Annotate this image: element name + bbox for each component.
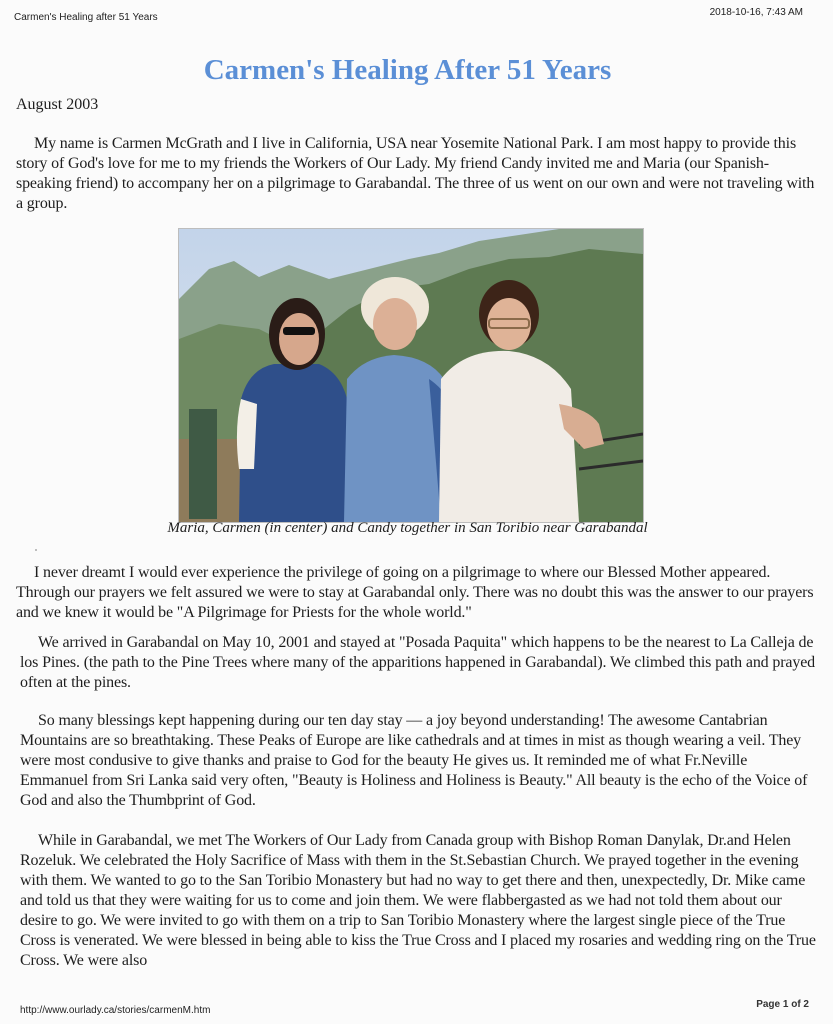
- paragraph-arrival: We arrived in Garabandal on May 10, 2001 and stayed at "Posada Paquita" which happens to be the nearest to La Calleja de los Pines. (the path to the Pine Trees where many of the apparitions happened in Garabandal). We climbed this path and prayed often at the pines.: [20, 634, 816, 691]
- paragraph-san-toribio: While in Garabandal, we met The Workers of Our Lady from Canada group with Bishop Roman Danylak, Dr.and Helen Rozeluk. We celebrated the Holy Sacrifice of Mass with them in the St.Sebastian Church. We prayed together in the evening with them. We wanted to go to the San Toribio Monastery but had no way to get there and then, unexpectedly, Dr. Mike came and told us that they were waiting for us to come and join them. We were flabbergasted as we had not told them about our desire to go. We were invited to go with them on a trip to San Toribio Monastery where the largest single piece of the True Cross is venerated. We were blessed in being able to kiss the True Cross and I placed my rosaries and wedding ring on the True Cross. We were also: [20, 832, 816, 969]
- article-date: August 2003: [16, 96, 99, 113]
- print-footer-page-number: Page 1 of 2: [756, 999, 809, 1010]
- paragraph-pilgrimage: I never dreamt I would ever experience the privilege of going on a pilgrimage to where our Blessed Mother appeared. Through our prayers we felt assured we were to stay at Garabandal only. There was no doubt this was the answer to our prayers and we knew it would be "A Pilgrimage for Priests for the whole world.": [16, 564, 814, 621]
- page-title: Carmen's Healing After 51 Years: [203, 54, 612, 86]
- print-header-timestamp: 2018-10-16, 7:43 AM: [709, 7, 803, 18]
- pilgrims-photo: [178, 228, 644, 523]
- print-header-title: Carmen's Healing after 51 Years: [14, 12, 158, 23]
- scan-speck: [35, 549, 37, 551]
- railing-post: [189, 409, 217, 519]
- print-footer-url: http://www.ourlady.ca/stories/carmenM.htm: [20, 1005, 211, 1016]
- photo-illustration: [179, 229, 643, 522]
- paragraph-intro: My name is Carmen McGrath and I live in California, USA near Yosemite National Park. I am most happy to provide this story of God's love for me to my friends the Workers of Our Lady. My friend Candy invited me and Maria (our Spanish-speaking friend) to accompany her on a pilgrimage to Garabandal. The three of us went on our own and were not traveling with a group.: [16, 135, 815, 212]
- paragraph-blessings: So many blessings kept happening during our ten day stay — a joy beyond understanding! The awesome Cantabrian Mountains are so breathtaking. These Peaks of Europe are like cathedrals and at times in mist as though wearing a veil. They were most condusive to give thanks and praise to God for the beauty He gives us. It reminded me of what Fr.Neville Emmanuel from Sri Lanka said very often, "Beauty is Holiness and Holiness is Beauty." All beauty is the echo of the Voice of God and also the Thumbprint of God.: [20, 712, 808, 809]
- photo-caption: Maria, Carmen (in center) and Candy together in San Toribio near Garabandal: [167, 520, 648, 536]
